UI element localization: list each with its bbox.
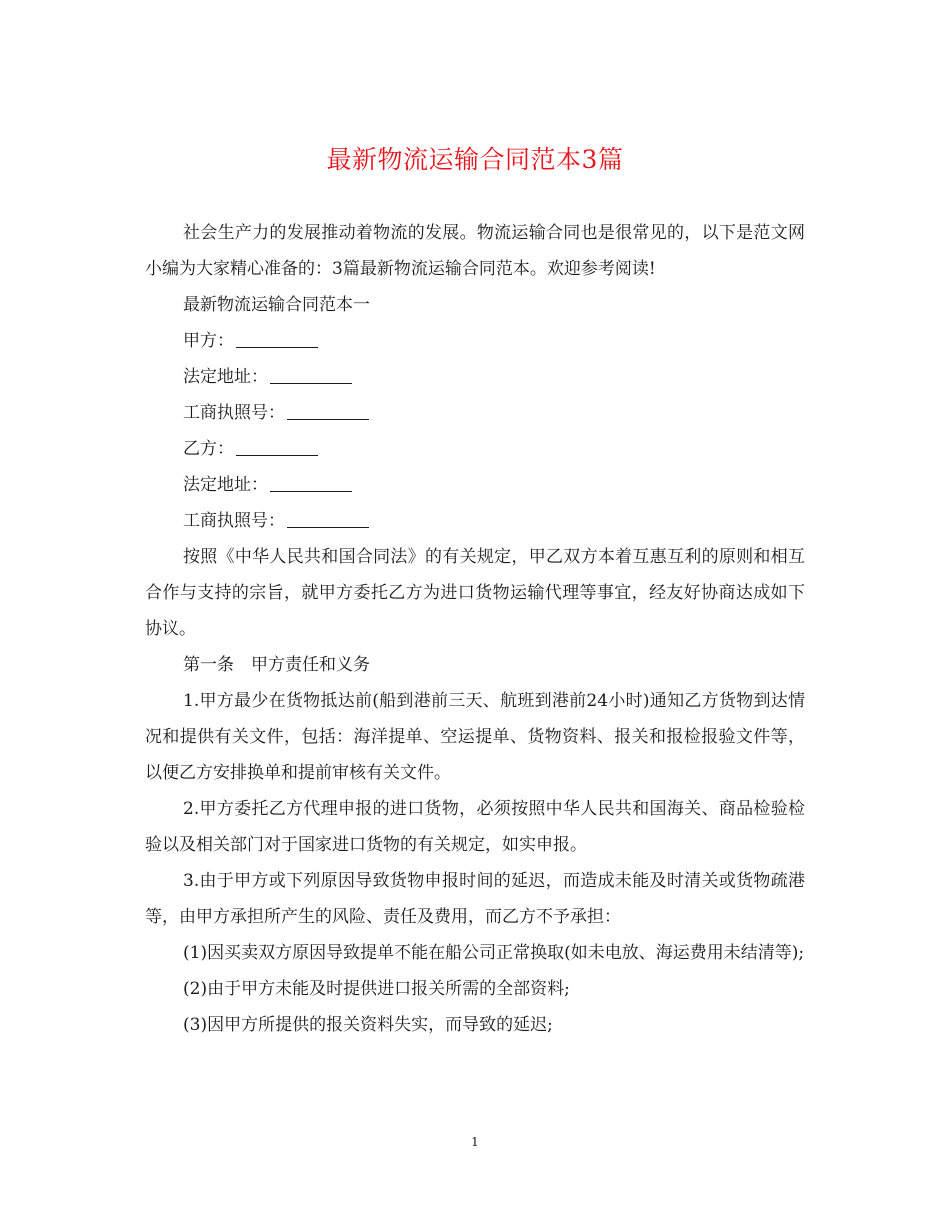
party-a-line [145, 323, 805, 359]
party-a-address-line [145, 359, 805, 395]
party-b-license-label: 工商执照号： [183, 511, 285, 531]
sub-clause-1: (1)因买卖双方原因导致提单不能在船公司正常换取(如未电放、海运费用未结清等); [183, 943, 805, 963]
page-number: 1 [471, 1135, 479, 1149]
party-b-license-blank [287, 509, 369, 528]
party-b-label: 乙方： [183, 439, 234, 459]
clause-3: 3.由于甲方或下列原因导致货物申报时间的延迟，而造成未能及时清关或货物疏港等，由甲方承担所产生的风险、责任及费用，而乙方不予承担： [145, 871, 805, 927]
preamble-paragraph: 按照《中华人民共和国合同法》的有关规定，甲乙双方本着互惠互利的原则和相互合作与支持的宗旨，就甲方委托乙方为进口货物运输代理等事宜，经友好协商达成如下协议。 [145, 547, 805, 639]
party-a-address-label: 法定地址： [183, 367, 268, 387]
section-heading: 最新物流运输合同范本一 [183, 295, 370, 315]
party-a-label: 甲方： [183, 331, 234, 351]
party-b-address-blank [270, 473, 352, 492]
party-b-blank [236, 437, 318, 456]
party-b-address-label: 法定地址： [183, 475, 268, 495]
party-a-license-label: 工商执照号： [183, 403, 285, 423]
intro-paragraph: 社会生产力的发展推动着物流的发展。物流运输合同也是很常见的，以下是范文网小编为大家精心准备的：3篇最新物流运输合同范本。欢迎参考阅读! [145, 223, 805, 279]
party-a-license-line [145, 395, 805, 431]
party-b-license-line [145, 503, 805, 539]
article-1-heading: 第一条 甲方责任和义务 [183, 655, 370, 675]
sub-clause-2: (2)由于甲方未能及时提供进口报关所需的全部资料; [183, 979, 570, 999]
party-a-license-blank [287, 401, 369, 420]
sub-clause-3: (3)因甲方所提供的报关资料失实，而导致的延迟; [183, 1015, 553, 1035]
party-a-blank [236, 329, 318, 348]
party-b-line [145, 431, 805, 467]
party-a-address-blank [270, 365, 352, 384]
document-title: 最新物流运输合同范本3篇 [326, 145, 624, 174]
document-body [145, 215, 805, 1043]
clause-1: 1.甲方最少在货物抵达前(船到港前三天、航班到港前24小时)通知乙方货物到达情况和提供有关文件，包括：海洋提单、空运提单、货物资料、报关和报检报验文件等，以便乙方安排换单和提前审核有关文件。 [145, 691, 805, 783]
party-b-address-line [145, 467, 805, 503]
clause-2: 2.甲方委托乙方代理申报的进口货物，必须按照中华人民共和国海关、商品检验检验以及相关部门对于国家进口货物的有关规定，如实申报。 [145, 799, 805, 855]
